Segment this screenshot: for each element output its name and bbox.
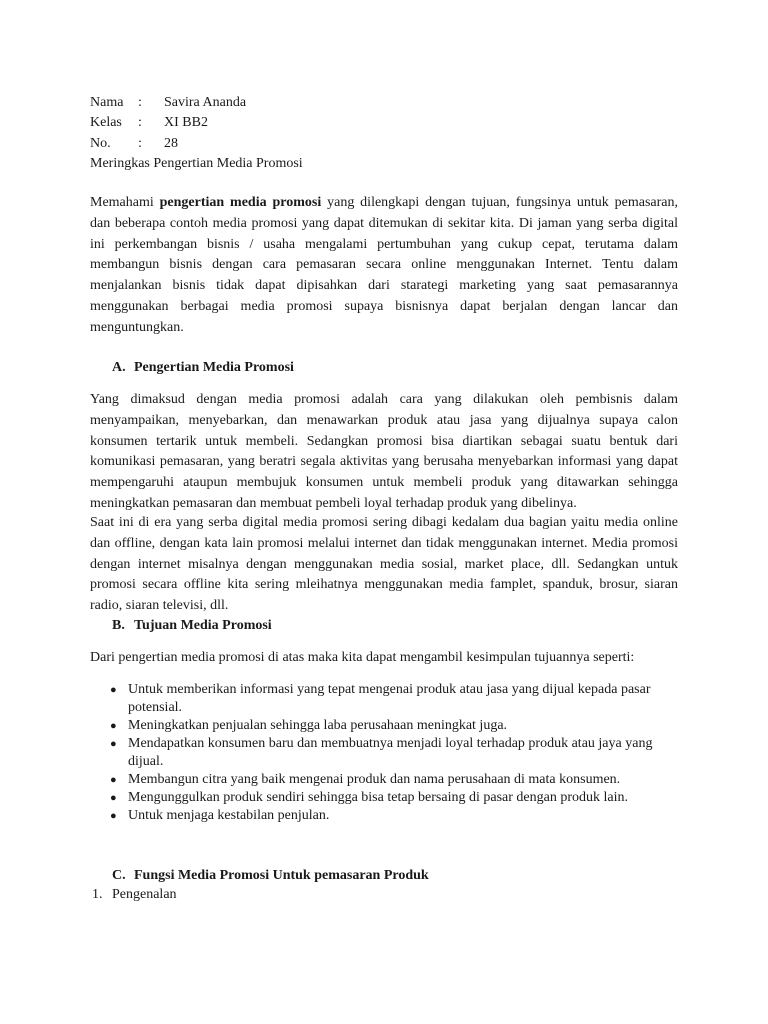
- list-item: ● Meningkatkan penjualan sehingga laba perusahaan meningkat juga.: [110, 718, 508, 733]
- intro-paragraph: Memahami pengertian media promosi yang dilengkapi dengan tujuan, fungsinya untuk pemasaran, dan beberapa contoh media promosi yang dapat ditemukan di sekitar kita. Di jaman yang serba digital ini perkembangan bisnis / usaha mengalami pertumbuhan yang cukup cepat, terutama dalam membangun bisnis dengan cara pemasaran secara online menggunakan Internet. Tentu dalam menjalankan bisnis tidak dapat dipisahkan dari starategi marketing yang saat pemasarannya menggunakan berbagai media promosi supaya bisnisnya dapat berjalan dengan lancar dan menguntungkan.: [90, 195, 678, 335]
- bullet-icon: ●: [110, 684, 117, 696]
- list-item: ● Untuk menjaga kestabilan penjulan.: [110, 808, 330, 823]
- section-b-heading: B. Tujuan Media Promosi: [112, 618, 272, 633]
- bullet-icon: ●: [110, 810, 117, 822]
- field-no: No. : 28: [90, 135, 178, 151]
- bullet-icon: ●: [110, 774, 117, 786]
- bullet-icon: ●: [110, 720, 117, 732]
- section-a-paragraph-1: Yang dimaksud dengan media promosi adalah cara yang dilakukan oleh pembisnis dalam menyampaikan, menyebarkan, dan menawarkan produk atau jasa yang dijualnya supaya calon konsumen tertarik untuk membeli. Sedangkan promosi bisa diartikan sebagai suatu bentuk dari komunikasi pemasaran, yang beratri segala aktivitas yang berusaha menyebarkan informasi yang dapat mempengaruhi ataupun membujuk konsumen untuk membeli produk yang ditawarkan sehingga meningkatkan pemasaran dan membuat pembeli loyal terhadap produk yang dibelinya.: [90, 392, 678, 511]
- list-item: ● Mendapatkan konsumen baru dan membuatnya menjadi loyal terhadap produk atau jaya yang dijual.: [110, 736, 653, 769]
- list-item: ● Membangun citra yang baik mengenai produk dan nama perusahaan di mata konsumen.: [110, 772, 621, 787]
- field-nama: Nama : Savira Ananda: [90, 95, 247, 110]
- list-item: ● Mengunggulkan produk sendiri sehingga bisa tetap bersaing di pasar dengan produk lain.: [110, 790, 628, 805]
- bullet-icon: ●: [110, 738, 117, 750]
- field-kelas: Kelas : XI BB2: [90, 115, 208, 131]
- section-b-intro: Dari pengertian media promosi di atas maka kita dapat mengambil kesimpulan tujuannya seperti:: [90, 650, 635, 665]
- section-a-paragraph-2: Saat ini di era yang serba digital media promosi sering dibagi kedalam dua bagian yaitu media online dan offline, dengan kata lain promosi melalui internet dan tidak menggunakan internet. Media promosi dengan internet misalnya dengan menggunakan media sosial, market place, dll. Sedangkan untuk promosi secara offline kita sering mleihatnya menggunakan media famplet, spanduk, brosur, siaran radio, siaran televisi, dll.: [90, 515, 678, 614]
- bullet-icon: ●: [110, 792, 117, 804]
- student-info: [90, 93, 678, 174]
- numbered-item: 1. Pengenalan: [92, 887, 177, 902]
- tujuan-list: [90, 681, 678, 825]
- section-a-heading: A. Pengertian Media Promosi: [112, 360, 294, 375]
- section-c-heading: C. Fungsi Media Promosi Untuk pemasaran Produk: [112, 868, 429, 883]
- document-title: Meringkas Pengertian Media Promosi: [90, 155, 303, 171]
- list-item: ● Untuk memberikan informasi yang tepat mengenai produk atau jasa yang dijual kepada pasar potensial.: [110, 682, 651, 715]
- intro-bold-term: pengertian media promosi: [159, 195, 322, 210]
